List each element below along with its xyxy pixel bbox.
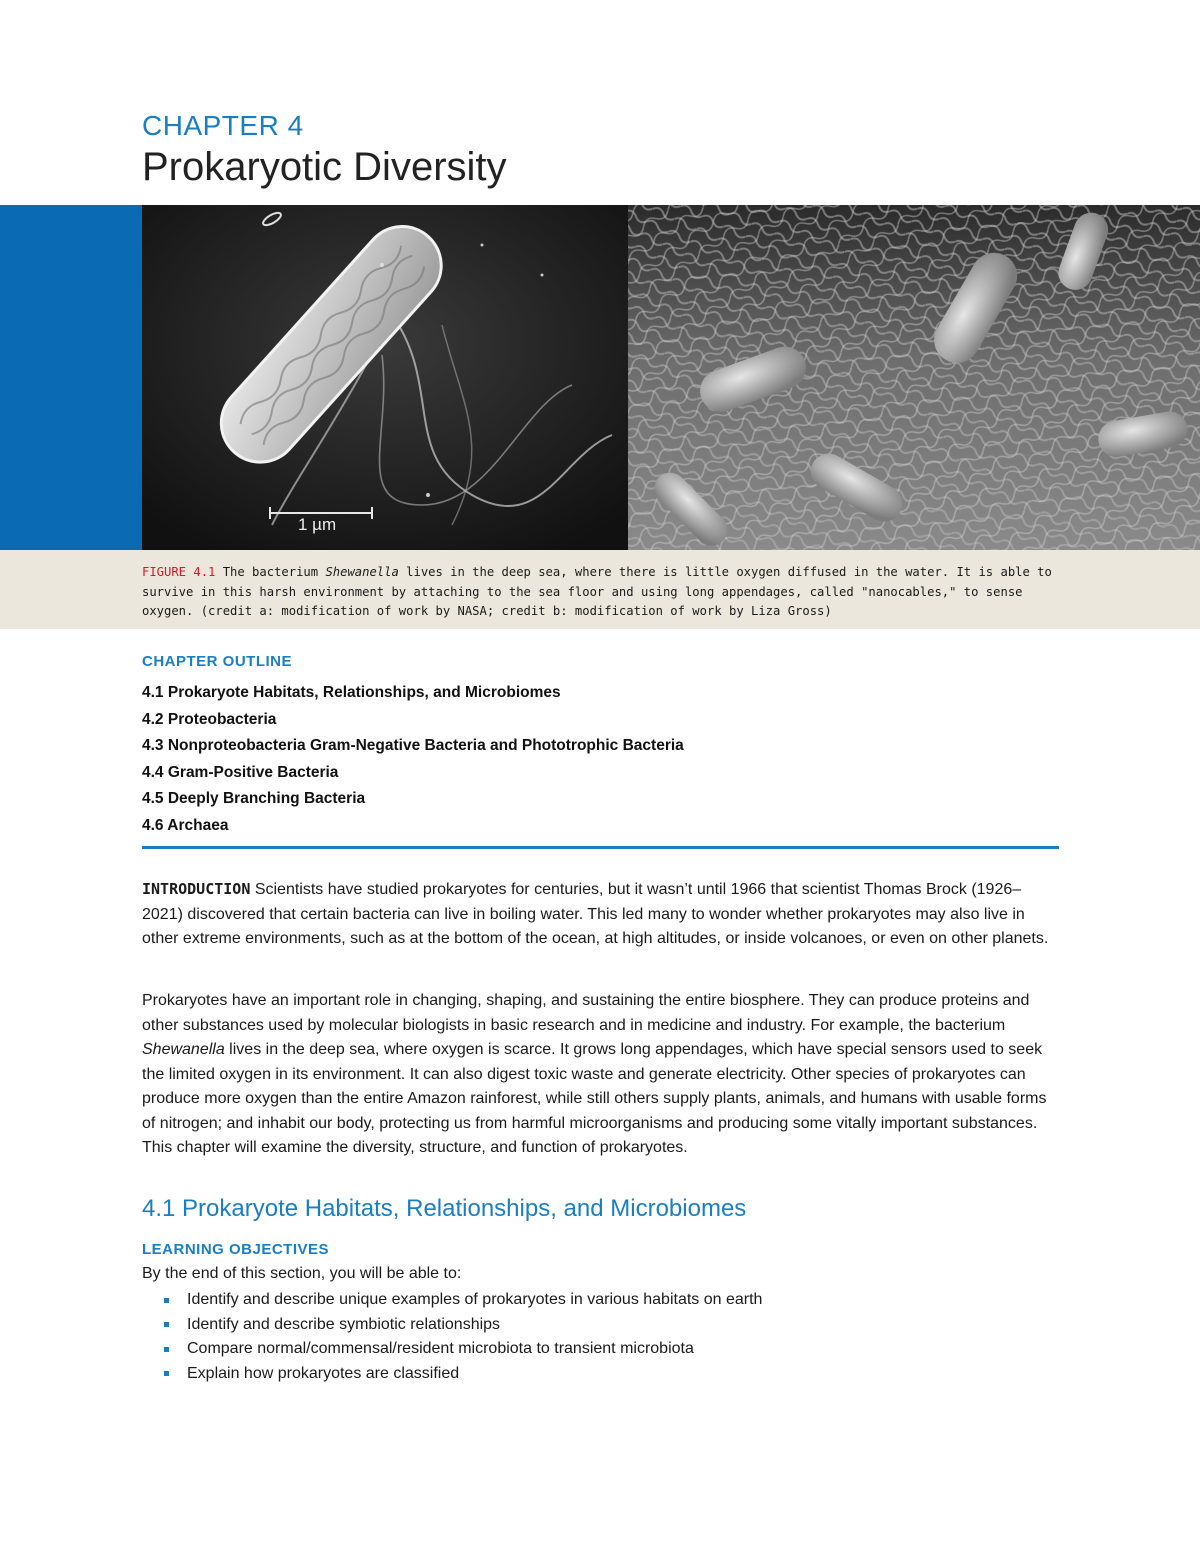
chapter-title: Prokaryotic Diversity <box>142 145 507 189</box>
objective-item <box>142 1288 762 1313</box>
outline-item[interactable]: 4.6 Archaea <box>142 816 229 834</box>
objective-item <box>142 1362 762 1387</box>
figure-label: FIGURE 4.1 <box>142 565 216 579</box>
decorative-blue-bar <box>0 205 142 550</box>
objective-text: Compare normal/commensal/resident microbiota to transient microbiota <box>187 1340 694 1357</box>
chapter-outline-list <box>142 680 684 839</box>
introduction-text: Scientists have studied prokaryotes for centuries, but it wasn’t until 1966 that scientist Thomas Brock (1926–2021) discovered that certain bacteria can live in boiling water. This led many to wonder whether prokaryotes may also live in other extreme environments, such as at the bottom of the ocean, at high altitudes, or inside volcanoes, or even on other planets. <box>142 881 1049 947</box>
outline-item[interactable]: 4.4 Gram-Positive Bacteria <box>142 763 339 781</box>
learning-objectives-intro: By the end of this section, you will be able to: <box>142 1265 462 1282</box>
objective-item <box>142 1313 762 1338</box>
scale-bar-label: 1 µm <box>298 515 337 534</box>
bullet-icon <box>164 1347 169 1352</box>
objective-text: Identify and describe symbiotic relationships <box>187 1315 501 1333</box>
chapter-label: CHAPTER 4 <box>142 110 304 141</box>
learning-objectives-list <box>142 1288 762 1386</box>
introduction-label: INTRODUCTION <box>142 880 251 898</box>
figure-caption <box>142 563 1062 622</box>
outline-item[interactable]: 4.3 Nonproteobacteria Gram-Negative Bacteria and Phototrophic Bacteria <box>142 737 684 754</box>
learning-objectives-heading: LEARNING OBJECTIVES <box>142 1241 330 1258</box>
bullet-icon <box>164 1298 169 1303</box>
bullet-icon <box>164 1322 169 1327</box>
objective-text: Explain how prokaryotes are classified <box>187 1364 460 1382</box>
section-heading: 4.1 Prokaryote Habitats, Relationships, and Microbiomes <box>142 1195 747 1222</box>
chapter-outline-heading: CHAPTER OUTLINE <box>142 653 292 670</box>
body-italic-organism: Shewanella <box>142 1041 225 1058</box>
body-paragraph <box>142 989 1062 1161</box>
outline-divider <box>142 846 1059 849</box>
body-text-part2: lives in the deep sea, where oxygen is scarce. It grows long appendages, which have special sensors used to seek the limited oxygen in its environment. It can also digest toxic waste and generate electricity. Other species of prokaryotes can produce more oxygen than the entire Amazon rainforest, while still others supply plants, animals, and humans with usable forms of nitrogen; and inhabit our body, protecting us from harmful microorganisms and producing some vitally important substances. This chapter will examine the diversity, structure, and function of prokaryotes. <box>142 1041 1047 1156</box>
outline-item[interactable]: 4.5 Deeply Branching Bacteria <box>142 790 366 807</box>
caption-italic-organism: Shewanella <box>325 565 399 579</box>
outline-item[interactable]: 4.1 Prokaryote Habitats, Relationships, and Microbiomes <box>142 684 561 701</box>
caption-text-part1: The bacterium <box>215 565 326 579</box>
objective-item <box>142 1337 762 1362</box>
objective-text: Identify and describe unique examples of prokaryotes in various habitats on earth <box>187 1291 763 1308</box>
introduction-paragraph <box>142 877 1062 952</box>
body-text-part1: Prokaryotes have an important role in changing, shaping, and sustaining the entire biosphere. They can produce proteins and other substances used by molecular biologists in basic research and in medicine and industry. For example, the bacterium <box>142 992 1030 1034</box>
caption-text-part2: lives in the deep sea, where there is little oxygen diffused in the water. It is able to survive in this harsh environment by attaching to the sea floor and using long appendages, called "nanocables," to sense oxygen. (credit a: modification of work by NASA; credit b: modification of work by Liza Gross) <box>142 565 1052 618</box>
figure-image-shewanella-micrograph <box>142 205 628 550</box>
outline-item[interactable]: 4.2 Proteobacteria <box>142 710 277 728</box>
bullet-icon <box>164 1371 169 1376</box>
figure-image-sem-bacteria <box>628 205 1200 550</box>
